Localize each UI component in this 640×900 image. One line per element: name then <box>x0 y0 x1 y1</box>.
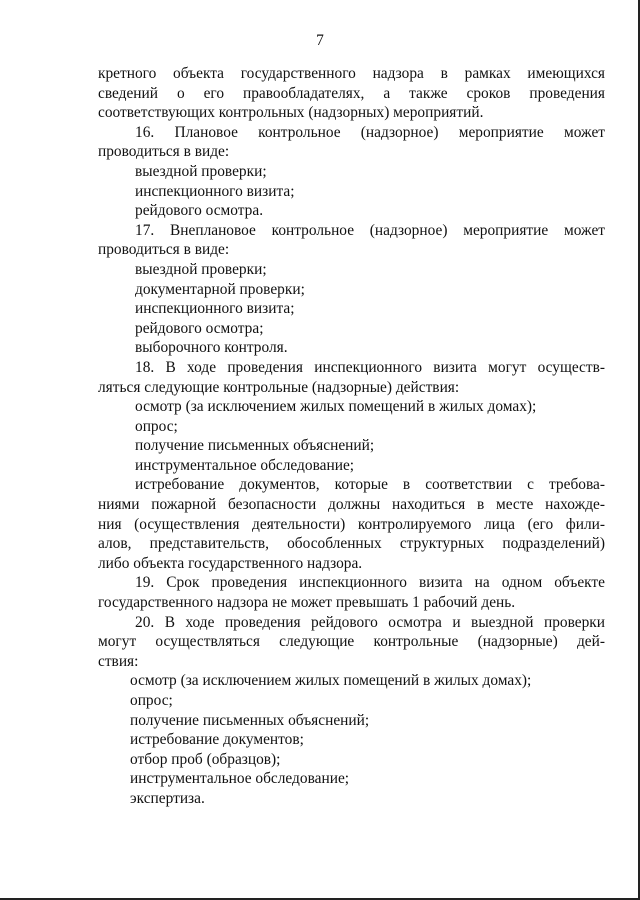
text-line: государственного надзора не может превышать 1 рабочий день. <box>98 594 516 612</box>
text-line: инструментальное обследование; <box>130 770 350 788</box>
text-line: рейдового осмотра. <box>135 202 264 220</box>
text-line: опрос; <box>130 692 173 709</box>
text-line: истребование документов, которые в соответствии с требова- <box>135 476 605 494</box>
text-line: проводиться в виде: <box>98 143 230 161</box>
text-line: ниями пожарной безопасности должны находиться в месте нахожде- <box>98 496 605 514</box>
text-line: осмотр (за исключением жилых помещений в жилых домах); <box>130 672 532 690</box>
text-line: инструментальное обследование; <box>135 456 355 474</box>
text-line: 19. Срок проведения инспекционного визита на одном объекте <box>135 574 605 592</box>
text-line: выездной проверки; <box>135 162 267 180</box>
text-line: могут осуществляться следующие контрольные (надзорные) дей- <box>98 633 605 651</box>
text-line: опрос; <box>135 417 178 435</box>
text-line: получение письменных объяснений; <box>135 437 375 455</box>
text-line: 16. Плановое контрольное (надзорное) мероприятие может <box>135 123 605 141</box>
text-line: 17. Внеплановое контрольное (надзорное) мероприятие может <box>135 221 605 239</box>
text-line: отбор проб (образцов); <box>130 750 281 768</box>
text-line: ляться следующие контрольные (надзорные) действия: <box>98 378 460 396</box>
text-line: инспекционного визита; <box>135 182 295 200</box>
text-line: выборочного контроля. <box>135 339 288 357</box>
text-line: рейдового осмотра; <box>135 319 264 337</box>
text-line: сведений о его правообладателях, а также сроков проведения <box>98 84 605 102</box>
text-line: осмотр (за исключением жилых помещений в жилых домах); <box>135 398 537 416</box>
text-line: ния (осуществления деятельности) контролируемого лица (его фили- <box>98 515 605 533</box>
text-line: 20. В ходе проведения рейдового осмотра и выездной проверки <box>135 613 605 631</box>
text-line: кретного объекта государственного надзора в рамках имеющихся <box>98 65 605 82</box>
page-number: 7 <box>316 32 324 49</box>
text-line: алов, представительств, обособленных структурных подразделений) <box>98 535 605 553</box>
text-line: либо объекта государственного надзора. <box>98 554 363 572</box>
text-line: проводиться в виде: <box>98 241 230 259</box>
body-text <box>98 64 605 809</box>
text-line: соответствующих контрольных (надзорных) мероприятий. <box>98 104 484 122</box>
text-line: документарной проверки; <box>135 280 305 298</box>
text-line: выездной проверки; <box>135 260 267 278</box>
text-line: экспертиза. <box>130 789 205 807</box>
text-line: 18. В ходе проведения инспекционного визита могут осуществ- <box>135 358 605 376</box>
text-line: получение письменных объяснений; <box>130 711 370 729</box>
text-line: истребование документов; <box>130 731 304 749</box>
text-line: ствия: <box>98 652 139 670</box>
text-line: инспекционного визита; <box>135 300 295 318</box>
